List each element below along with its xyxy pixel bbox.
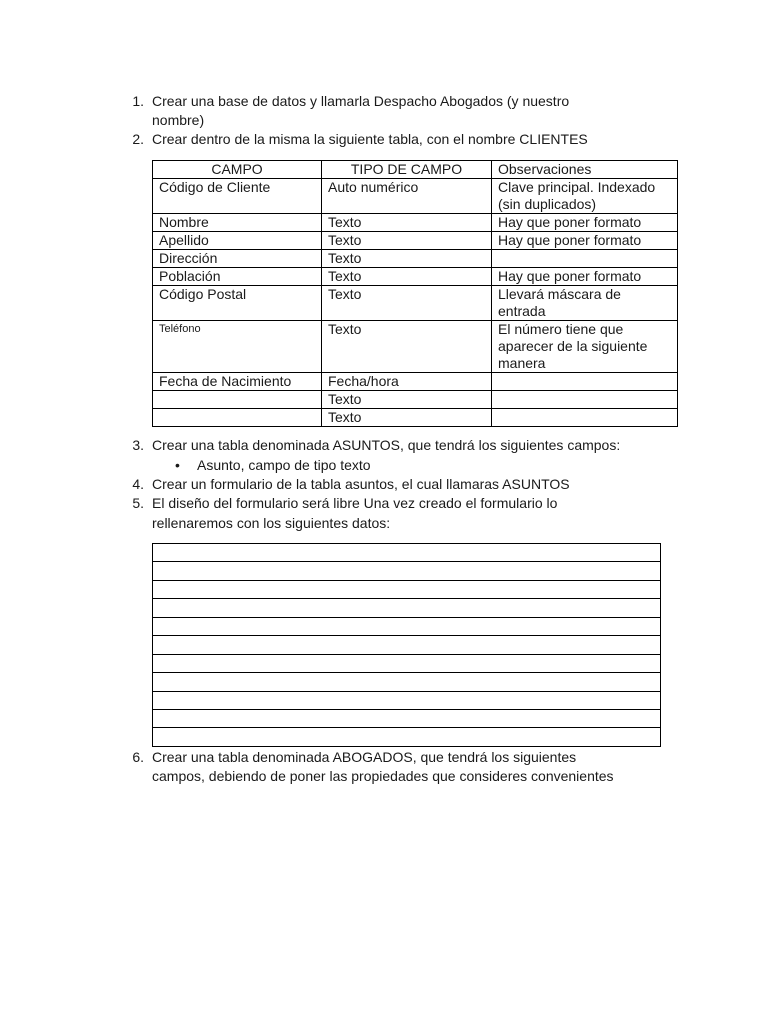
table-cell: Texto [322, 286, 492, 321]
table-cell: Teléfono [153, 321, 322, 373]
table-cell [153, 391, 322, 409]
table-cell: Texto [322, 391, 492, 409]
grid-row [153, 636, 660, 654]
table-row [153, 321, 678, 373]
list-number: 5. [132, 495, 144, 511]
grid-row [153, 562, 660, 580]
table-cell: El número tiene que aparecer de la siguiente manera [492, 321, 678, 373]
clientes-table [152, 160, 678, 427]
table-cell [492, 373, 678, 391]
list-text: Crear dentro de la misma la siguiente tabla, con el nombre CLIENTES [152, 131, 588, 147]
table-cell: Texto [322, 268, 492, 286]
table-header: CAMPO [153, 161, 322, 179]
table-row [153, 373, 678, 391]
table-cell: Clave principal. Indexado (sin duplicados) [492, 179, 678, 214]
table-cell: Texto [322, 409, 492, 427]
table-cell: Población [153, 268, 322, 286]
list-text: Crear un formulario de la tabla asuntos, el cual llamaras ASUNTOS [152, 476, 570, 492]
table-cell: Hay que poner formato [492, 232, 678, 250]
table-cell [492, 409, 678, 427]
table-cell [153, 409, 322, 427]
table-cell: Fecha/hora [322, 373, 492, 391]
table-cell: Nombre [153, 214, 322, 232]
grid-row [153, 692, 660, 710]
bullet-text: Asunto, campo de tipo texto [197, 457, 371, 473]
list-number: 3. [132, 437, 144, 453]
table-header: TIPO DE CAMPO [322, 161, 492, 179]
table-row [153, 409, 678, 427]
asuntos-data-grid [152, 543, 661, 747]
table-cell [492, 391, 678, 409]
table-cell: Texto [322, 232, 492, 250]
list-text: Crear una base de datos y llamarla Despacho Abogados (y nuestro [152, 93, 570, 109]
grid-row [153, 544, 660, 562]
grid-row [153, 655, 660, 673]
table-cell: Texto [322, 250, 492, 268]
table-row [153, 179, 678, 214]
table-cell: Código de Cliente [153, 179, 322, 214]
table-cell: Código Postal [153, 286, 322, 321]
grid-row [153, 710, 660, 728]
grid-row [153, 599, 660, 617]
table-cell: Auto numérico [322, 179, 492, 214]
table-row [153, 214, 678, 232]
table-cell: Hay que poner formato [492, 214, 678, 232]
table-row [153, 250, 678, 268]
list-text: nombre) [152, 112, 205, 128]
table-cell: Dirección [153, 250, 322, 268]
table-cell: Hay que poner formato [492, 268, 678, 286]
table-row [153, 391, 678, 409]
list-text: Crear una tabla denominada ABOGADOS, que tendrá los siguientes [152, 749, 577, 765]
list-number: 4. [132, 476, 144, 492]
list-number: 2. [132, 131, 144, 147]
table-cell: Llevará máscara de entrada [492, 286, 678, 321]
table-header: Observaciones [492, 161, 678, 179]
table-row [153, 268, 678, 286]
grid-row [153, 728, 660, 746]
table-cell: Texto [322, 214, 492, 232]
table-header-row [153, 161, 678, 179]
bullet-icon: • [175, 457, 180, 473]
table-cell: Apellido [153, 232, 322, 250]
list-text: El diseño del formulario será libre Una vez creado el formulario lo [152, 495, 558, 511]
table-row [153, 286, 678, 321]
table-cell: Texto [322, 321, 492, 373]
grid-row [153, 618, 660, 636]
list-text: rellenaremos con los siguientes datos: [152, 515, 391, 531]
list-number: 1. [132, 93, 144, 109]
list-text: campos, debiendo de poner las propiedades que consideres convenientes [152, 768, 614, 784]
table-cell: Fecha de Nacimiento [153, 373, 322, 391]
table-row [153, 232, 678, 250]
grid-row [153, 673, 660, 691]
list-text: Crear una tabla denominada ASUNTOS, que tendrá los siguientes campos: [152, 437, 621, 453]
grid-row [153, 581, 660, 599]
list-number: 6. [132, 749, 144, 765]
table-cell [492, 250, 678, 268]
